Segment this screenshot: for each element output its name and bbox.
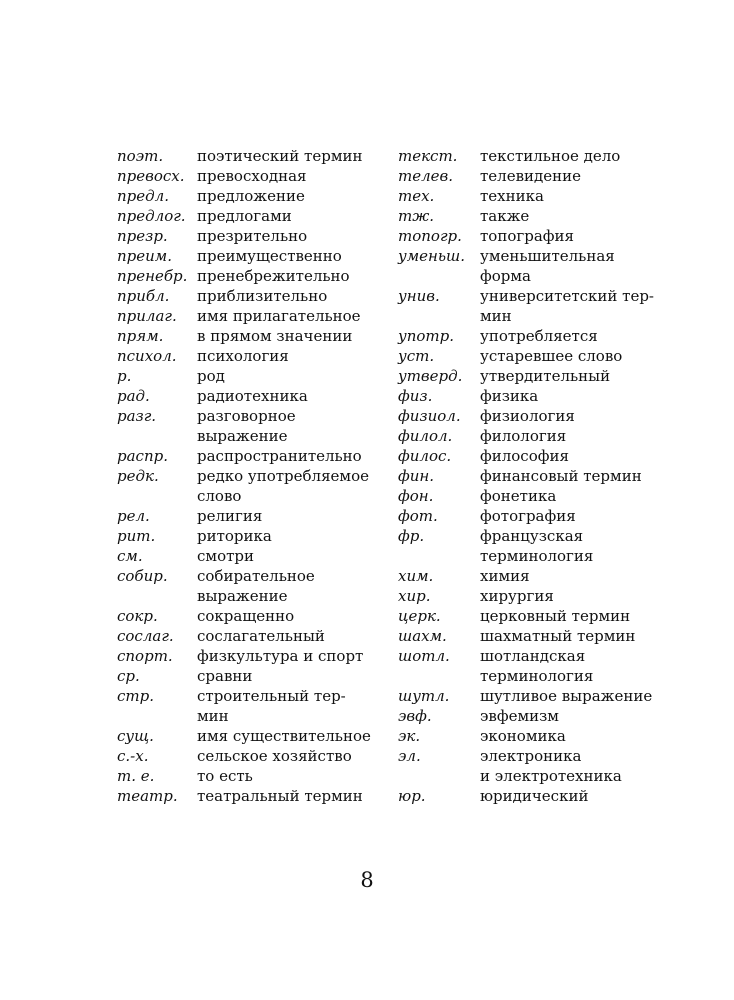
- abbreviation-entry: [117, 646, 385, 666]
- abbreviation-entry: [117, 766, 385, 786]
- abbreviation-definition: [197, 366, 385, 386]
- definition-line: собирательное: [197, 567, 315, 585]
- definition-line: хирургия: [480, 587, 554, 605]
- abbreviation-definition: [197, 506, 385, 526]
- abbreviation-entry: [117, 526, 385, 546]
- abbreviation-entry: [117, 246, 385, 266]
- abbreviation-term: эл.: [398, 747, 421, 765]
- abbreviation-entry: [398, 426, 638, 446]
- abbreviation-term: прибл.: [117, 287, 170, 305]
- abbreviation-entry: [117, 506, 385, 526]
- abbreviation-entry: [398, 326, 638, 346]
- definition-line: телевидение: [480, 167, 582, 185]
- abbreviation-entry: [398, 366, 638, 386]
- definition-line: философия: [480, 447, 569, 465]
- abbreviation-definition: [197, 766, 385, 786]
- abbreviation-definition: [197, 666, 385, 686]
- abbreviation-entry: [398, 526, 638, 566]
- abbreviation-entry: [117, 166, 385, 186]
- abbreviation-entry: [398, 646, 638, 686]
- abbreviation-term: сущ.: [117, 727, 154, 745]
- definition-line: предлогами: [197, 207, 292, 225]
- abbreviation-definition: [197, 226, 385, 246]
- abbreviation-definition: [197, 186, 385, 206]
- definition-line: химия: [480, 567, 530, 585]
- abbreviation-definition: [480, 166, 638, 186]
- abbreviation-entry: [117, 206, 385, 226]
- abbreviation-definition: [480, 626, 638, 646]
- abbreviation-term: ср.: [117, 667, 140, 685]
- abbreviation-entry: [117, 726, 385, 746]
- definition-line: в прямом значении: [197, 327, 353, 345]
- abbreviation-entry: [117, 786, 385, 806]
- abbreviation-term: сокр.: [117, 607, 158, 625]
- abbreviation-entry: [398, 206, 638, 226]
- abbreviation-entry: [398, 586, 638, 606]
- abbreviation-definition: [480, 186, 638, 206]
- abbreviation-definition: [480, 706, 638, 726]
- abbreviation-term: р.: [117, 367, 132, 385]
- abbreviation-term: унив.: [398, 287, 440, 305]
- abbreviation-entry: [117, 626, 385, 646]
- abbreviation-term: прям.: [117, 327, 164, 345]
- abbreviation-definition: [197, 626, 385, 646]
- definition-line: выражение: [197, 427, 288, 445]
- abbreviation-definition: [197, 646, 385, 666]
- abbreviation-definition: [480, 686, 652, 706]
- abbreviation-definition: [197, 566, 385, 606]
- definition-line: строительный тер-: [197, 687, 346, 705]
- abbreviation-entry: [398, 566, 638, 586]
- definition-line: мин: [480, 307, 512, 325]
- abbreviation-term: театр.: [117, 787, 178, 805]
- abbreviation-definition: [197, 206, 385, 226]
- abbreviation-term: филос.: [398, 447, 452, 465]
- abbreviation-definition: [197, 546, 385, 566]
- definition-line: приблизительно: [197, 287, 328, 305]
- abbreviation-term: собир.: [117, 567, 168, 585]
- abbreviation-definition: [480, 786, 638, 806]
- abbreviation-definition: [197, 686, 385, 726]
- abbreviation-entry: [117, 386, 385, 406]
- abbreviation-definition: [197, 726, 385, 746]
- definition-line: имя прилагательное: [197, 307, 361, 325]
- abbreviation-entry: [117, 266, 385, 286]
- definition-line: фонетика: [480, 487, 557, 505]
- abbreviation-entry: [398, 246, 638, 286]
- abbreviation-term: хим.: [398, 567, 434, 585]
- abbreviation-entry: [398, 486, 638, 506]
- abbreviation-definition: [197, 746, 385, 766]
- definition-line: церковный термин: [480, 607, 631, 625]
- abbreviation-definition: [197, 466, 385, 506]
- abbreviation-term: фот.: [398, 507, 438, 525]
- abbreviation-entry: [117, 546, 385, 566]
- definition-line: физкультура и спорт: [197, 647, 364, 665]
- abbreviation-definition: [480, 566, 638, 586]
- abbreviation-definition: [480, 346, 638, 366]
- definition-line: физика: [480, 387, 539, 405]
- abbreviation-term: распр.: [117, 447, 168, 465]
- abbreviation-definition: [480, 286, 654, 326]
- definition-line: преимущественно: [197, 247, 342, 265]
- abbreviation-definition: [197, 146, 385, 166]
- abbreviation-term: психол.: [117, 347, 177, 365]
- definition-line: французская: [480, 527, 584, 545]
- abbreviation-term: предлог.: [117, 207, 186, 225]
- abbreviation-entry: [398, 506, 638, 526]
- definition-line: техника: [480, 187, 544, 205]
- definition-line: сокращенно: [197, 607, 295, 625]
- abbreviation-definition: [197, 386, 385, 406]
- abbreviation-term: шутл.: [398, 687, 450, 705]
- definition-line: терминология: [480, 667, 594, 685]
- abbreviation-term: спорт.: [117, 647, 173, 665]
- definition-line: предложение: [197, 187, 305, 205]
- definition-line: слово: [197, 487, 242, 505]
- definition-line: радиотехника: [197, 387, 308, 405]
- abbreviation-definition: [480, 366, 638, 386]
- abbreviation-entry: [117, 286, 385, 306]
- definition-line: распространительно: [197, 447, 362, 465]
- definition-line: сослагательный: [197, 627, 325, 645]
- abbreviation-definition: [197, 246, 385, 266]
- abbreviation-term: фин.: [398, 467, 435, 485]
- definition-line: редко употребляемое: [197, 467, 369, 485]
- definition-line: поэтический термин: [197, 147, 363, 165]
- abbreviation-term: текст.: [398, 147, 458, 165]
- abbreviation-term: телев.: [398, 167, 454, 185]
- definition-line: театральный термин: [197, 787, 363, 805]
- abbreviation-term: рад.: [117, 387, 150, 405]
- abbreviation-definition: [480, 466, 642, 486]
- abbreviation-term: уст.: [398, 347, 435, 365]
- abbreviation-definition: [197, 166, 385, 186]
- abbreviation-term: юр.: [398, 787, 426, 805]
- definition-line: мин: [197, 707, 229, 725]
- definition-line: религия: [197, 507, 263, 525]
- definition-line: и электротехника: [480, 767, 622, 785]
- definition-line: университетский тер-: [480, 287, 655, 305]
- abbreviation-term: шотл.: [398, 647, 450, 665]
- abbreviation-definition: [480, 226, 638, 246]
- abbreviation-entry: [398, 626, 638, 646]
- abbreviation-entry: [398, 386, 638, 406]
- abbreviation-term: шахм.: [398, 627, 447, 645]
- abbreviation-definition: [480, 526, 638, 566]
- definition-line: шотландская: [480, 647, 586, 665]
- abbreviation-term: фр.: [398, 527, 425, 545]
- definition-line: терминология: [480, 547, 594, 565]
- abbreviation-term: см.: [117, 547, 143, 565]
- abbreviation-entry: [398, 226, 638, 246]
- abbreviation-entry: [398, 446, 638, 466]
- abbreviation-entry: [398, 166, 638, 186]
- abbreviation-term: рит.: [117, 527, 156, 545]
- definition-line: риторика: [197, 527, 272, 545]
- abbreviations-right-column: [398, 146, 655, 806]
- definition-line: физиология: [480, 407, 575, 425]
- abbreviation-entry: [117, 446, 385, 466]
- abbreviation-definition: [480, 246, 638, 286]
- abbreviation-definition: [480, 486, 638, 506]
- abbreviation-term: прилаг.: [117, 307, 177, 325]
- abbreviation-term: пренебр.: [117, 267, 188, 285]
- definition-line: смотри: [197, 547, 254, 565]
- abbreviation-entry: [117, 346, 385, 366]
- abbreviation-entry: [117, 746, 385, 766]
- definition-line: род: [197, 367, 225, 385]
- abbreviation-definition: [197, 446, 385, 466]
- definition-line: юридический: [480, 787, 589, 805]
- definition-line: устаревшее слово: [480, 347, 623, 365]
- abbreviation-entry: [398, 186, 638, 206]
- definition-line: форма: [480, 267, 531, 285]
- abbreviation-definition: [480, 406, 638, 426]
- abbreviations-left-column: [117, 146, 385, 806]
- definition-line: текстильное дело: [480, 147, 621, 165]
- abbreviation-definition: [197, 406, 385, 446]
- abbreviation-term: презр.: [117, 227, 168, 245]
- abbreviation-definition: [197, 346, 385, 366]
- definition-line: презрительно: [197, 227, 308, 245]
- definition-line: экономика: [480, 727, 566, 745]
- abbreviation-definition: [480, 506, 638, 526]
- definition-line: финансовый термин: [480, 467, 642, 485]
- abbreviation-term: рел.: [117, 507, 150, 525]
- abbreviation-entry: [398, 786, 638, 806]
- abbreviation-term: преим.: [117, 247, 173, 265]
- abbreviation-term: тж.: [398, 207, 435, 225]
- abbreviation-definition: [197, 326, 385, 346]
- abbreviation-entry: [398, 146, 638, 166]
- definition-line: эвфемизм: [480, 707, 559, 725]
- abbreviation-definition: [480, 386, 638, 406]
- definition-line: филология: [480, 427, 567, 445]
- abbreviation-entry: [398, 406, 638, 426]
- abbreviation-entry: [398, 286, 655, 326]
- abbreviation-entry: [398, 746, 638, 786]
- abbreviation-entry: [117, 186, 385, 206]
- abbreviation-entry: [398, 726, 638, 746]
- page-number: 8: [360, 868, 374, 892]
- definition-line: электроника: [480, 747, 582, 765]
- abbreviation-entry: [117, 406, 385, 446]
- definition-line: имя существительное: [197, 727, 371, 745]
- abbreviation-term: хир.: [398, 587, 431, 605]
- definition-line: топография: [480, 227, 574, 245]
- abbreviation-definition: [480, 726, 638, 746]
- abbreviation-entry: [398, 346, 638, 366]
- definition-line: сравни: [197, 667, 253, 685]
- definition-line: психология: [197, 347, 289, 365]
- abbreviation-definition: [480, 746, 638, 786]
- abbreviation-entry: [117, 606, 385, 626]
- abbreviation-entry: [117, 466, 385, 506]
- abbreviation-definition: [480, 586, 638, 606]
- definition-line: выражение: [197, 587, 288, 605]
- definition-line: сельское хозяйство: [197, 747, 352, 765]
- abbreviation-definition: [197, 286, 385, 306]
- abbreviation-entry: [117, 146, 385, 166]
- abbreviation-entry: [117, 566, 385, 606]
- abbreviation-entry: [117, 366, 385, 386]
- abbreviation-entry: [117, 306, 385, 326]
- abbreviation-term: предл.: [117, 187, 169, 205]
- abbreviation-term: фон.: [398, 487, 434, 505]
- abbreviation-term: с.-х.: [117, 747, 149, 765]
- abbreviation-term: уменьш.: [398, 247, 466, 265]
- abbreviation-term: филол.: [398, 427, 453, 445]
- abbreviation-term: физиол.: [398, 407, 461, 425]
- definition-line: шутливое выражение: [480, 687, 653, 705]
- definition-line: то есть: [197, 767, 253, 785]
- abbreviation-definition: [197, 266, 385, 286]
- abbreviation-term: топогр.: [398, 227, 462, 245]
- abbreviation-definition: [480, 646, 638, 686]
- definition-line: шахматный термин: [480, 627, 636, 645]
- abbreviation-entry: [398, 706, 638, 726]
- definition-line: утвердительный: [480, 367, 611, 385]
- abbreviation-term: разг.: [117, 407, 157, 425]
- abbreviation-entry: [117, 226, 385, 246]
- abbreviation-term: сослаг.: [117, 627, 174, 645]
- definition-line: употребляется: [480, 327, 598, 345]
- abbreviation-term: эвф.: [398, 707, 432, 725]
- abbreviation-term: эк.: [398, 727, 421, 745]
- abbreviation-definition: [480, 326, 638, 346]
- definition-line: также: [480, 207, 530, 225]
- definition-line: уменьшительная: [480, 247, 615, 265]
- abbreviation-term: стр.: [117, 687, 154, 705]
- abbreviation-definition: [197, 606, 385, 626]
- abbreviation-entry: [398, 686, 653, 706]
- definition-line: разговорное: [197, 407, 296, 425]
- abbreviation-definition: [197, 306, 385, 326]
- abbreviation-term: поэт.: [117, 147, 164, 165]
- abbreviation-definition: [480, 206, 638, 226]
- abbreviation-term: превосх.: [117, 167, 185, 185]
- abbreviation-entry: [117, 666, 385, 686]
- abbreviation-term: церк.: [398, 607, 441, 625]
- abbreviation-definition: [480, 426, 638, 446]
- abbreviation-term: физ.: [398, 387, 433, 405]
- abbreviation-entry: [117, 326, 385, 346]
- abbreviation-definition: [480, 446, 638, 466]
- abbreviation-term: тех.: [398, 187, 435, 205]
- abbreviation-definition: [480, 606, 638, 626]
- abbreviation-term: редк.: [117, 467, 159, 485]
- abbreviation-definition: [197, 526, 385, 546]
- abbreviation-definition: [197, 786, 385, 806]
- definition-line: превосходная: [197, 167, 307, 185]
- abbreviation-definition: [480, 146, 638, 166]
- abbreviation-term: употр.: [398, 327, 454, 345]
- abbreviation-entry: [398, 606, 638, 626]
- abbreviation-entry: [398, 466, 642, 486]
- abbreviation-entry: [117, 686, 385, 726]
- definition-line: фотография: [480, 507, 576, 525]
- definition-line: пренебрежительно: [197, 267, 350, 285]
- abbreviation-term: утверд.: [398, 367, 463, 385]
- abbreviation-term: т. е.: [117, 767, 155, 785]
